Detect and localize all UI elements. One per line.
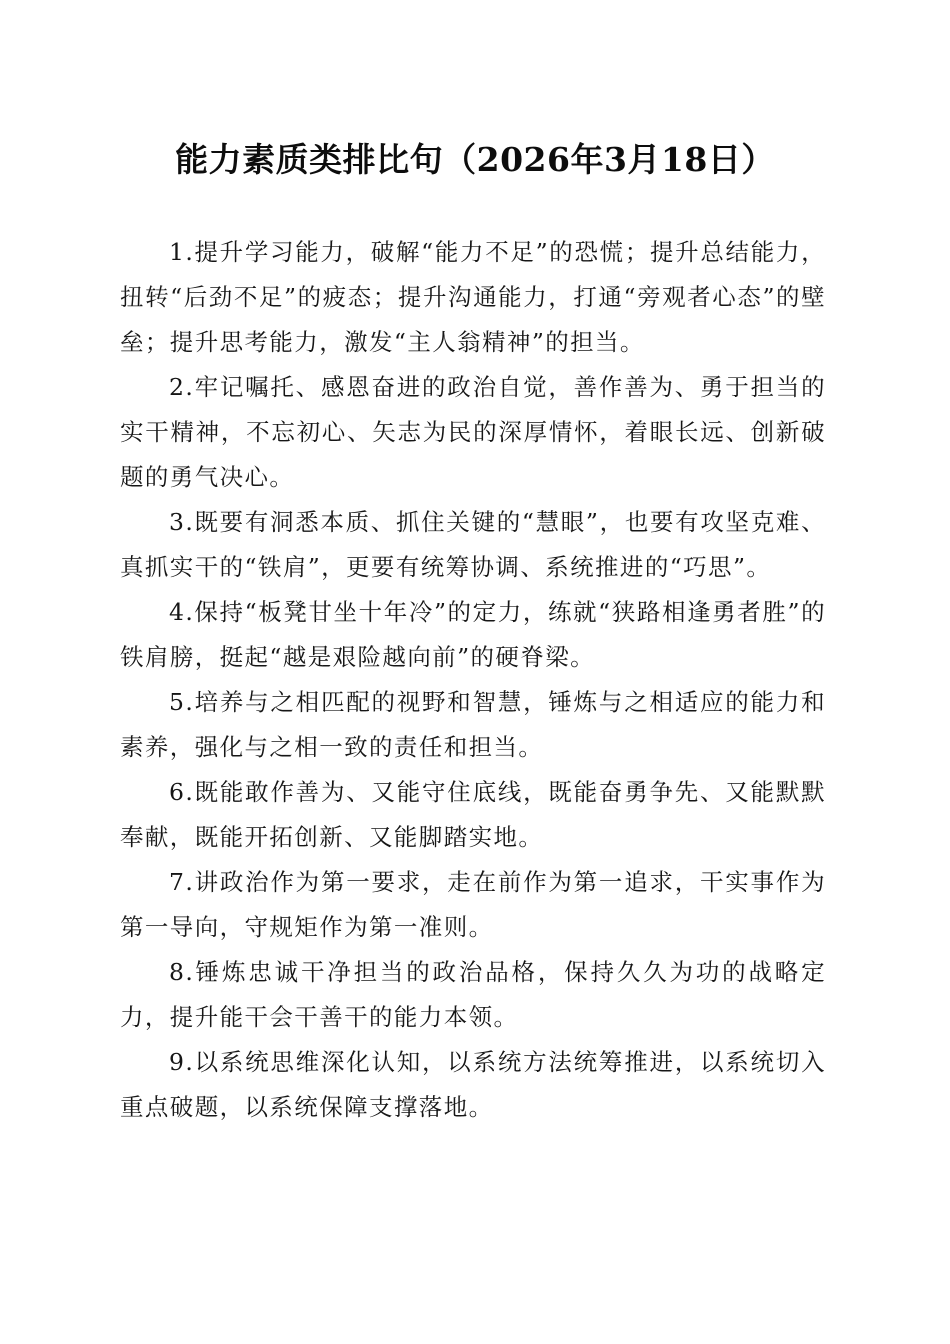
paragraph-9: 9.以系统思维深化认知，以系统方法统筹推进，以系统切入重点破题，以系统保障支撑落地。 — [120, 1048, 826, 1121]
paragraph-2: 2.牢记嘱托、感恩奋进的政治自觉，善作善为、勇于担当的实干精神，不忘初心、矢志为民的深厚情怀，着眼长远、创新破题的勇气决心。 — [120, 373, 826, 491]
document-title: 能力素质类排比句（2026年3月18日） — [175, 140, 775, 179]
paragraph-1: 1.提升学习能力，破解“能力不足”的恐慌；提升总结能力，扭转“后劲不足”的疲态；提升沟通能力，打通“旁观者心态”的壁垒；提升思考能力，激发“主人翁精神”的担当。 — [120, 238, 826, 356]
document-body — [120, 230, 826, 1130]
paragraph-5: 5.培养与之相匹配的视野和智慧，锤炼与之相适应的能力和素养，强化与之相一致的责任和担当。 — [120, 688, 826, 761]
paragraph-4: 4.保持“板凳甘坐十年冷”的定力，练就“狭路相逢勇者胜”的铁肩膀，挺起“越是艰险越向前”的硬脊梁。 — [120, 598, 826, 671]
paragraph-6: 6.既能敢作善为、又能守住底线，既能奋勇争先、又能默默奉献，既能开拓创新、又能脚踏实地。 — [120, 778, 826, 851]
paragraph-8: 8.锤炼忠诚干净担当的政治品格，保持久久为功的战略定力，提升能干会干善干的能力本领。 — [120, 958, 826, 1031]
paragraph-7: 7.讲政治作为第一要求，走在前作为第一追求，干实事作为第一导向，守规矩作为第一准则。 — [120, 868, 826, 941]
paragraph-3: 3.既要有洞悉本质、抓住关键的“慧眼”，也要有攻坚克难、真抓实干的“铁肩”，更要有统筹协调、系统推进的“巧思”。 — [120, 508, 826, 581]
